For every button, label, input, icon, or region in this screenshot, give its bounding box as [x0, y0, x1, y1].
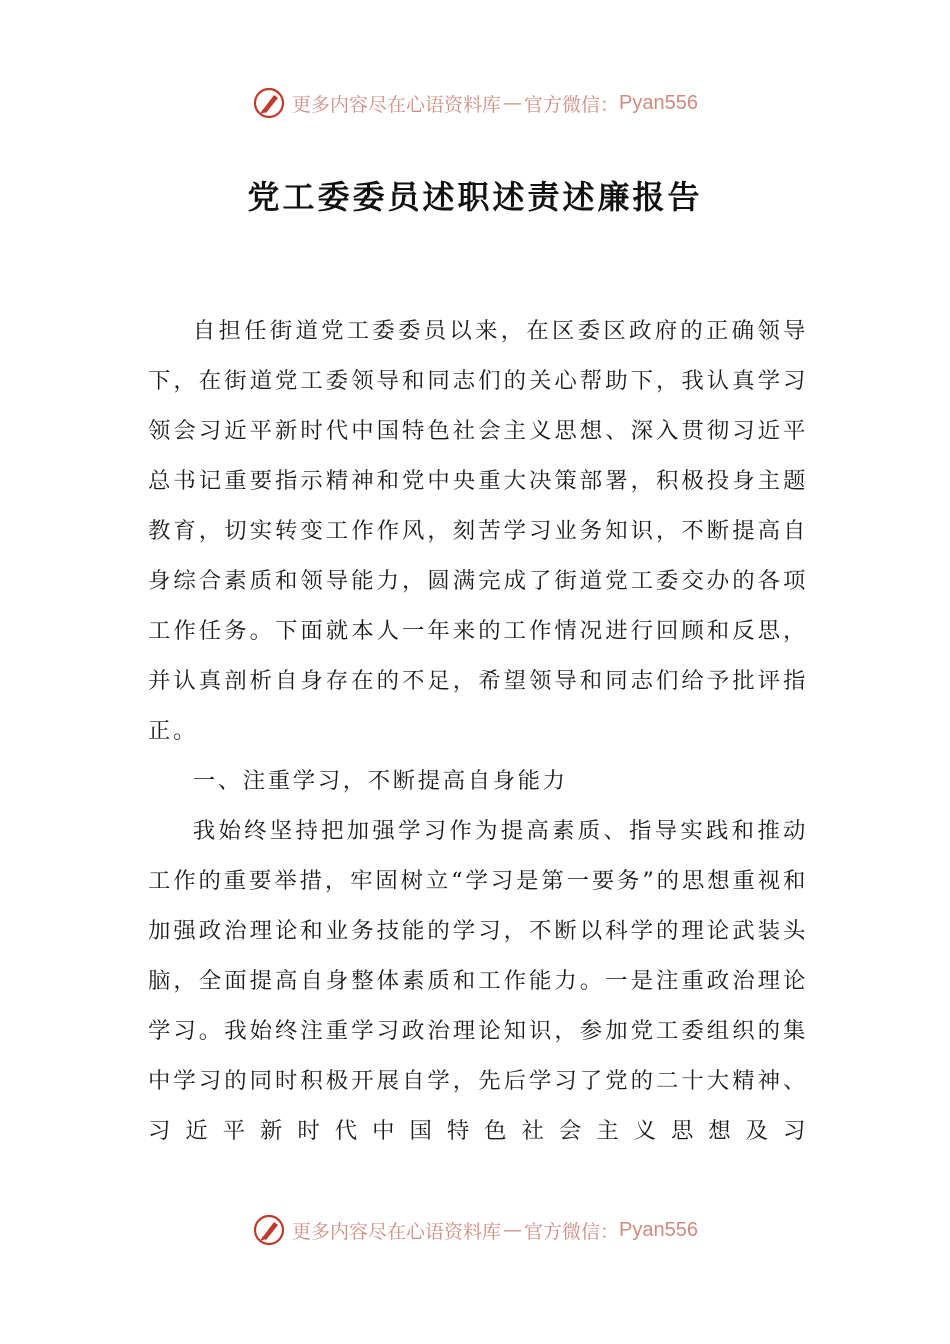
pen-nib-icon — [252, 86, 286, 120]
watermark-text: 更多内容尽在心语资料库 — [292, 1220, 502, 1243]
section-heading-1: 一、注重学习，不断提高自身能力 — [192, 768, 568, 794]
watermark-separator: — — [503, 1219, 523, 1241]
document-body — [148, 306, 808, 1156]
paragraph-intro: 自担任街道党工委委员以来，在区委区政府的正确领导下，在街道党工委领导和同志们的关心帮助下，我认真学习领会习近平新时代中国特色社会主义思想、深入贯彻习近平总书记重要指示精神和党中央重大决策部署，积极投身主题教育，切实转变工作作风，刻苦学习业务知识，不断提高自身综合素质和领导能力，圆满完成了街道党工委交办的各项工作任务。下面就本人一年来的工作情况进行回顾和反思，并认真剖析自身存在的不足，希望领导和同志们给予批评指正。 — [148, 318, 808, 744]
paragraph-section-1: 我始终坚持把加强学习作为提高素质、指导实践和推动工作的重要举措，牢固树立“学习是第一要务”的思想重视和加强政治理论和业务技能的学习，不断以科学的理论武装头脑，全面提高自身整体素质和工作能力。一是注重政治理论学习。我始终注重学习政治理论知识，参加党工委组织的集中学习的同时积极开展自学，先后学习了党的二十大精神、习近平新时代中国特色社会主义思想及习 — [148, 818, 808, 1144]
watermark-separator: — — [503, 92, 523, 114]
document-title: 党工委委员述职述责述廉报告 — [247, 178, 703, 216]
watermark-text: 更多内容尽在心语资料库 — [292, 93, 502, 116]
pen-nib-icon — [252, 1213, 286, 1247]
watermark-handle: Pyan556 — [619, 91, 698, 114]
watermark-header — [0, 83, 950, 123]
watermark-contact: 官方微信： — [524, 93, 620, 116]
watermark-footer — [0, 1210, 950, 1250]
watermark-contact: 官方微信： — [524, 1220, 620, 1243]
watermark-handle: Pyan556 — [619, 1218, 698, 1241]
